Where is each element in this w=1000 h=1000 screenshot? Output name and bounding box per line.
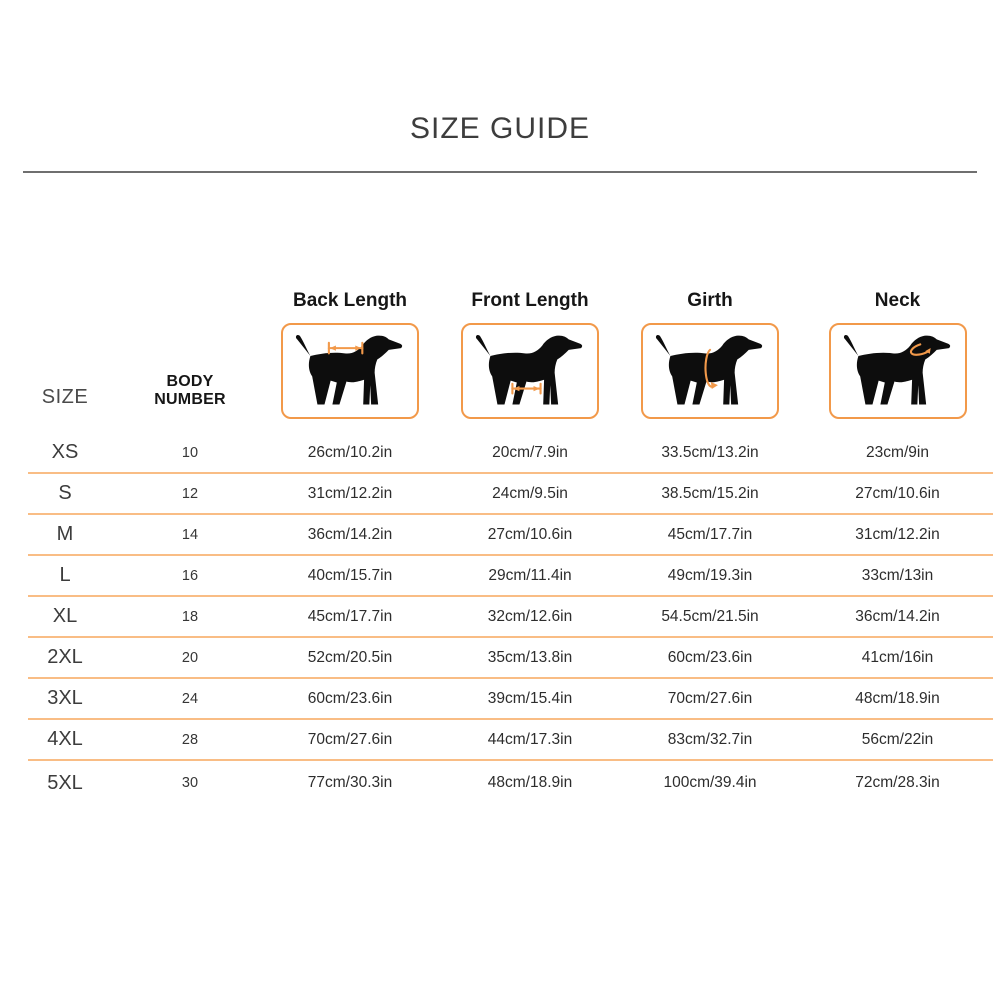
table-row	[0, 514, 1000, 555]
size-cell: 4XL	[47, 728, 83, 750]
table-row	[0, 678, 1000, 719]
size-cell: XL	[52, 605, 78, 627]
column-header-back-length	[250, 290, 450, 419]
body-number-cell: 12	[181, 485, 199, 502]
body-number-cell: 20	[181, 649, 199, 666]
table-row	[0, 432, 1000, 473]
neck-cell: 27cm/10.6in	[855, 484, 940, 502]
neck-cell: 48cm/18.9in	[855, 689, 940, 707]
back-length-cell: 31cm/12.2in	[307, 484, 393, 502]
body-number-cell: 24	[181, 690, 199, 707]
dog-front-length-icon	[461, 323, 599, 419]
table-header	[0, 290, 1000, 419]
neck-cell: 41cm/16in	[861, 648, 934, 666]
body-number-column-header: BODY NUMBER	[154, 373, 226, 408]
size-cell: XS	[51, 441, 79, 463]
front-length-cell: 35cm/13.8in	[487, 648, 573, 666]
body-number-cell: 30	[181, 775, 199, 791]
girth-cell: 49cm/19.3in	[667, 566, 753, 584]
girth-cell: 38.5cm/15.2in	[661, 484, 759, 502]
column-header-neck	[810, 290, 985, 419]
girth-cell: 60cm/23.6in	[667, 648, 753, 666]
front-length-cell: 24cm/9.5in	[492, 484, 568, 502]
size-table	[0, 290, 1000, 806]
table-row	[0, 760, 1000, 806]
front-length-cell: 48cm/18.9in	[487, 774, 573, 791]
body-number-cell: 16	[181, 567, 199, 584]
size-cell: 2XL	[47, 646, 83, 668]
front-length-cell: 29cm/11.4in	[488, 566, 572, 584]
table-row	[0, 555, 1000, 596]
back-length-cell: 52cm/20.5in	[307, 648, 393, 666]
page-title: SIZE GUIDE	[409, 112, 591, 145]
table-row	[0, 719, 1000, 760]
girth-cell: 100cm/39.4in	[663, 774, 757, 791]
neck-cell: 72cm/28.3in	[855, 774, 940, 791]
front-length-cell: 39cm/15.4in	[487, 689, 573, 707]
column-title-back-length: Back Length	[292, 290, 408, 311]
size-cell: 3XL	[47, 687, 83, 709]
back-length-cell: 77cm/30.3in	[307, 774, 393, 791]
girth-cell: 83cm/32.7in	[667, 730, 753, 748]
back-length-cell: 40cm/15.7in	[307, 566, 393, 584]
size-column-header: SIZE	[41, 386, 89, 408]
column-title-girth: Girth	[687, 290, 733, 311]
front-length-cell: 27cm/10.6in	[487, 525, 573, 543]
body-number-cell: 10	[181, 444, 199, 461]
front-length-cell: 32cm/12.6in	[487, 607, 573, 625]
dog-girth-icon	[641, 323, 779, 419]
neck-cell: 33cm/13in	[861, 566, 934, 584]
column-title-front-length: Front Length	[471, 290, 589, 311]
table-row	[0, 473, 1000, 514]
front-length-cell: 44cm/17.3in	[487, 730, 573, 748]
body-number-cell: 18	[181, 608, 199, 625]
body-number-cell: 28	[181, 731, 199, 748]
girth-cell: 70cm/27.6in	[667, 689, 753, 707]
neck-cell: 36cm/14.2in	[855, 607, 940, 625]
size-cell: 5XL	[47, 771, 83, 794]
front-length-cell: 20cm/7.9in	[492, 443, 568, 461]
size-cell: S	[58, 482, 72, 504]
neck-cell: 56cm/22in	[861, 730, 934, 748]
girth-cell: 33.5cm/13.2in	[661, 443, 759, 461]
column-title-neck: Neck	[874, 290, 921, 311]
back-length-cell: 70cm/27.6in	[307, 730, 393, 748]
back-length-cell: 36cm/14.2in	[307, 525, 393, 543]
size-cell: M	[56, 523, 74, 545]
back-length-cell: 45cm/17.7in	[307, 607, 393, 625]
girth-cell: 45cm/17.7in	[667, 525, 753, 543]
title-divider	[23, 171, 977, 173]
back-length-cell: 26cm/10.2in	[307, 443, 393, 461]
table-body	[0, 432, 1000, 806]
column-header-front-length	[450, 290, 610, 419]
table-row	[0, 637, 1000, 678]
neck-cell: 23cm/9in	[866, 443, 929, 461]
size-cell: L	[59, 564, 71, 586]
body-number-cell: 14	[181, 526, 199, 543]
neck-cell: 31cm/12.2in	[855, 525, 940, 543]
dog-neck-icon	[829, 323, 967, 419]
table-row	[0, 596, 1000, 637]
dog-back-length-icon	[281, 323, 419, 419]
column-header-girth	[610, 290, 810, 419]
back-length-cell: 60cm/23.6in	[307, 689, 393, 707]
girth-cell: 54.5cm/21.5in	[661, 607, 759, 625]
